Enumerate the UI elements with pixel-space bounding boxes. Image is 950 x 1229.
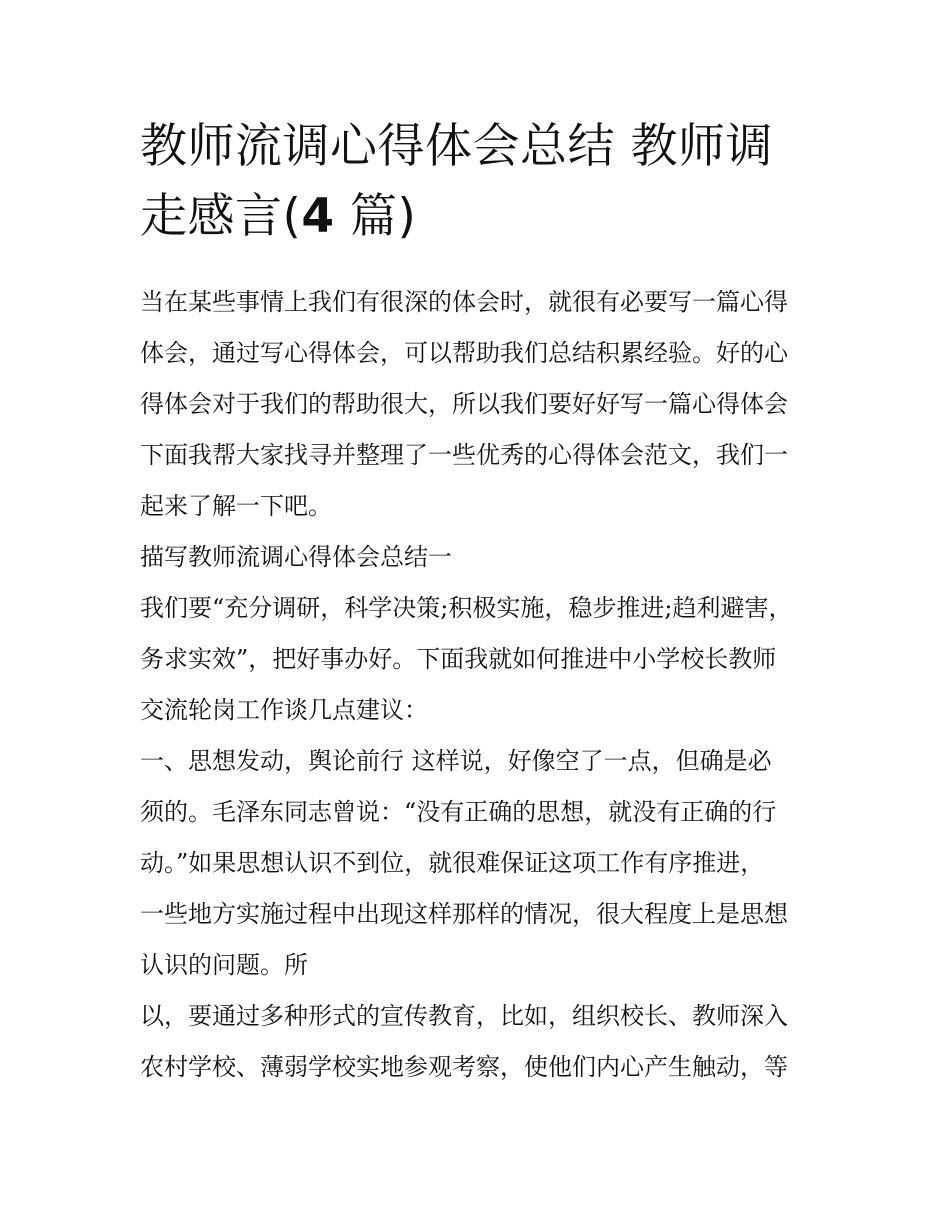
body-line: 动。”如果思想认识不到位，就很难保证这项工作有序推进， (140, 849, 765, 877)
body-line: 以，要通过多种形式的宣传教育，比如，组织校长、教师深入 (140, 1002, 788, 1030)
title-line-2-prefix: 走感言( (140, 189, 302, 244)
body-line: 务求实效”，把好事办好。下面我就如何推进中小学校长教师 (140, 645, 777, 673)
body-line: 交流轮岗工作谈几点建议： (140, 696, 428, 724)
body-line: 一些地方实施过程中出现这样那样的情况，很大程度上是思想 (140, 900, 788, 928)
body-line: 认识的问题。所 (140, 951, 308, 979)
title-line-2-number: 4 (301, 189, 335, 244)
body-line: 我们要“充分调研，科学决策;积极实施，稳步推进;趋利避害， (140, 594, 793, 622)
body-line: 体会，通过写心得体会，可以帮助我们总结积累经验。好的心 (140, 339, 788, 367)
body-line: 起来了解一下吧。 (140, 492, 332, 520)
title-line-1: 教师流调心得体会总结 教师调 (140, 119, 773, 174)
body-line: 农村学校、薄弱学校实地参观考察，使他们内心产生触动，等 (140, 1053, 788, 1081)
body-line: 下面我帮大家找寻并整理了一些优秀的心得体会范文，我们一 (140, 441, 788, 469)
body-line: 须的。毛泽东同志曾说：“没有正确的思想，就没有正确的行 (140, 798, 777, 826)
body-line: 得体会对于我们的帮助很大，所以我们要好好写一篇心得体会 (140, 390, 788, 418)
title-line-2-suffix: 篇) (334, 189, 417, 244)
body-line: 当在某些事情上我们有很深的体会时，就很有必要写一篇心得 (140, 288, 788, 316)
section-heading: 描写教师流调心得体会总结一 (140, 543, 452, 571)
body-line: 一、思想发动，舆论前行 这样说，好像空了一点，但确是必 (140, 747, 772, 775)
document-body (140, 277, 820, 1093)
document-title (140, 112, 820, 252)
